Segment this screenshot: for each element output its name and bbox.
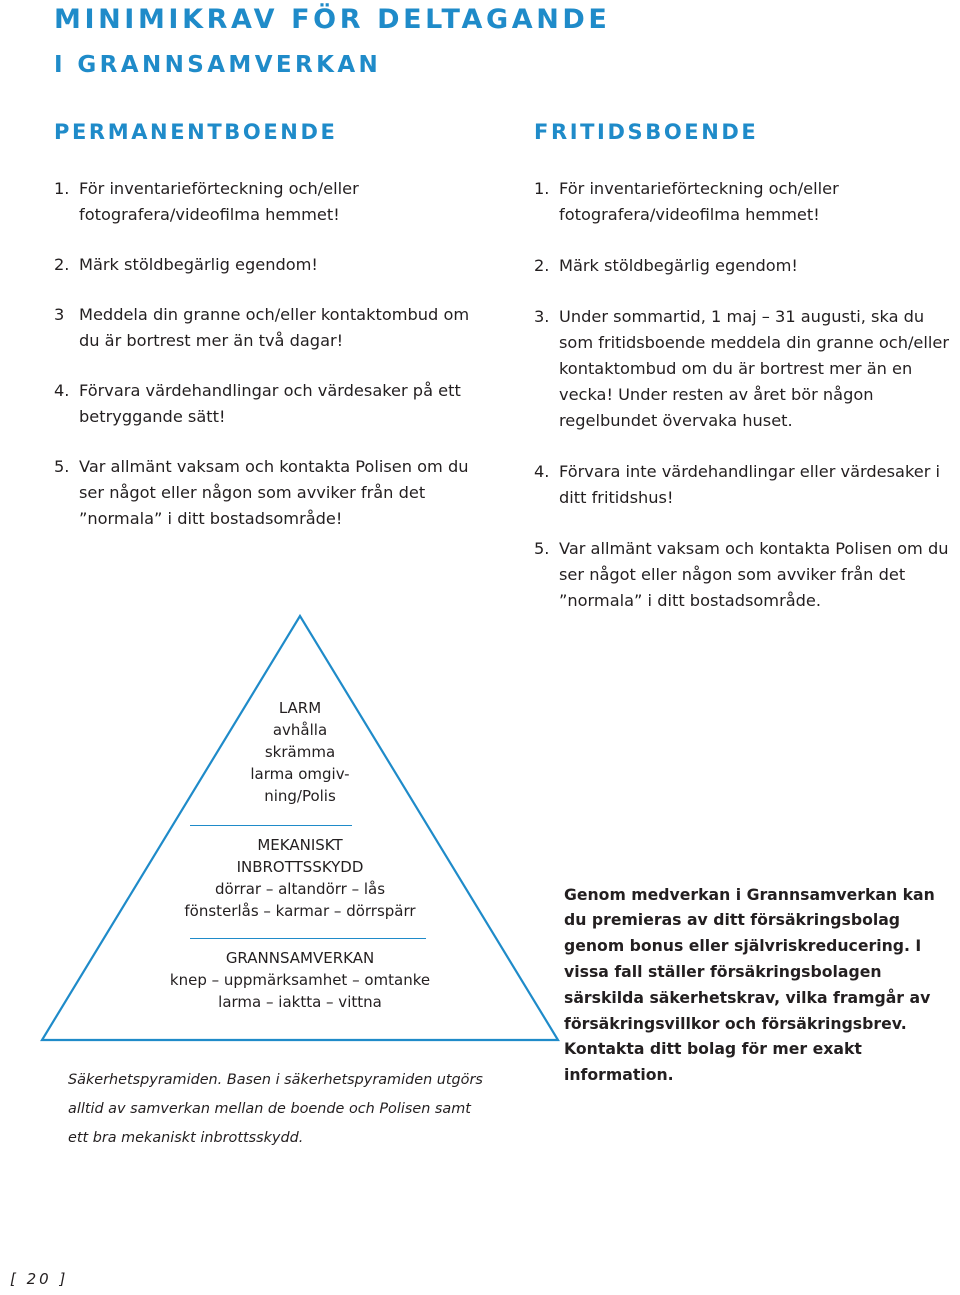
- pyramid-top-line: avhålla: [272, 721, 328, 739]
- pyramid-divider: [190, 938, 426, 939]
- item-text: För inventarieförteckning och/eller fotografera/videofilma hemmet!: [559, 179, 839, 224]
- item-number: 3: [54, 305, 65, 324]
- pyramid-caption: Säkerhetspyramiden. Basen i säkerhetspyramiden utgörs alltid av samverkan mellan de boende och Polisen samt ett bra mekaniskt inbrottsskydd.: [68, 1072, 483, 1147]
- list-item: [534, 304, 960, 434]
- list-item: [54, 454, 494, 532]
- item-number: 2.: [534, 256, 550, 275]
- fritid-heading: FRITIDSBOENDE: [534, 120, 759, 144]
- item-number: 2.: [54, 255, 70, 274]
- item-text: Var allmänt vaksam och kontakta Polisen om du ser något eller någon som avviker från det ”normala” i ditt bostadsområde!: [79, 457, 469, 528]
- pyramid-bottom-line: larma – iaktta – vittna: [218, 993, 382, 1011]
- list-item: [54, 378, 494, 430]
- item-number: 3.: [534, 307, 550, 326]
- pyramid-top-line: larma omgiv-: [250, 765, 350, 783]
- page-title: MINIMIKRAV FÖR DELTAGANDE: [54, 4, 611, 35]
- item-text: Märk stöldbegärlig egendom!: [559, 256, 798, 275]
- list-item: [54, 302, 494, 354]
- pyramid-middle-heading: INBROTTSSKYDD: [236, 858, 364, 876]
- pyramid-middle-level: [138, 834, 462, 922]
- pyramid-top-level: [138, 697, 462, 807]
- item-number: 1.: [534, 179, 550, 198]
- security-pyramid: [38, 612, 562, 1044]
- item-text: Märk stöldbegärlig egendom!: [79, 255, 318, 274]
- page-number: [ 20 ]: [10, 1270, 69, 1288]
- item-text: Förvara värdehandlingar och värdesaker på ett betryggande sätt!: [79, 381, 461, 426]
- pyramid-top-line: skrämma: [264, 743, 336, 761]
- list-item: [534, 253, 960, 279]
- pyramid-top-heading: LARM: [278, 699, 322, 717]
- permanent-heading: PERMANENTBOENDE: [54, 120, 338, 144]
- item-number: 5.: [534, 539, 550, 558]
- permanent-list: [54, 176, 494, 532]
- fritid-list: [534, 176, 960, 614]
- item-text: Meddela din granne och/eller kontaktombud om du är bortrest mer än två dagar!: [79, 305, 470, 350]
- list-item: [534, 176, 960, 228]
- item-number: 4.: [54, 381, 70, 400]
- item-text: För inventarieförteckning och/eller fotografera/videofilma hemmet!: [79, 179, 359, 224]
- item-text: Förvara inte värdehandlingar eller värdesaker i ditt fritidshus!: [559, 462, 941, 507]
- list-item: [534, 459, 960, 511]
- pyramid-bottom-heading: GRANNSAMVERKAN: [225, 949, 375, 967]
- pyramid-divider: [190, 825, 352, 826]
- pyramid-top-line: ning/Polis: [264, 787, 336, 805]
- pyramid-middle-line: dörrar – altandörr – lås: [214, 880, 386, 898]
- fritid-section: [534, 176, 960, 639]
- list-item: [54, 252, 494, 278]
- item-number: 1.: [54, 179, 70, 198]
- item-number: 4.: [534, 462, 550, 481]
- pyramid-bottom-line: knep – uppmärksamhet – omtanke: [169, 971, 431, 989]
- list-item: [54, 176, 494, 228]
- page-subtitle: I GRANNSAMVERKAN: [54, 52, 382, 78]
- item-text: Under sommartid, 1 maj – 31 augusti, ska du som fritidsboende meddela din granne och/eller kontaktombud om du är bortrest mer än en vecka! Under resten av året bör någon regelbundet övervaka huset.: [559, 307, 949, 430]
- item-number: 5.: [54, 457, 70, 476]
- permanent-section: [54, 176, 494, 556]
- pyramid-middle-line: fönsterlås – karmar – dörrspärr: [184, 902, 416, 920]
- list-item: [534, 536, 960, 614]
- pyramid-middle-heading: MEKANISKT: [257, 836, 343, 854]
- item-text: Var allmänt vaksam och kontakta Polisen om du ser något eller någon som avviker från det ”normala” i ditt bostadsområde.: [559, 539, 949, 610]
- pyramid-bottom-level: [138, 947, 462, 1013]
- insurance-info: Genom medverkan i Grannsamverkan kan du premieras av ditt försäkringsbolag genom bonus eller självriskreducering. I vissa fall ställer försäkringsbolagen särskilda säkerhetskrav, vilka framgår av försäkringsvillkor och försäkringsbrev. Kontakta ditt bolag för mer exakt information.: [564, 884, 935, 1085]
